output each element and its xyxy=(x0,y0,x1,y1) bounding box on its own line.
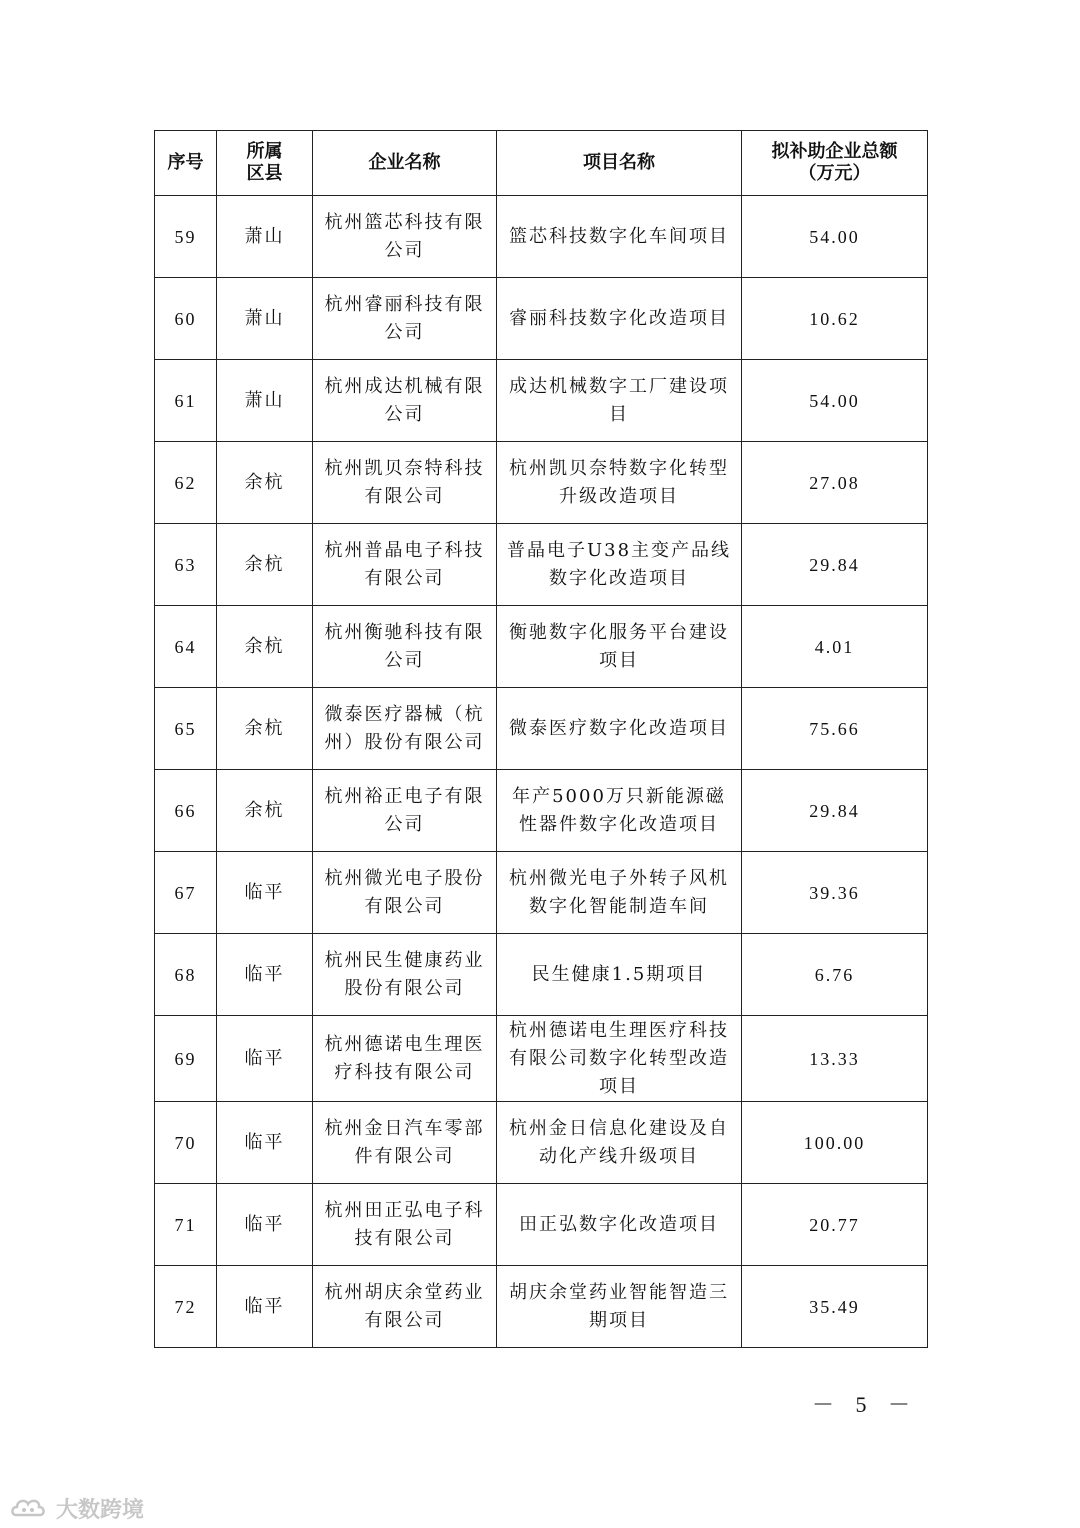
seq-cell: 61 xyxy=(155,360,217,442)
project-cell: 普晶电子U38主变产品线数字化改造项目 xyxy=(497,524,742,606)
seq-cell: 69 xyxy=(155,1016,217,1102)
project-cell: 微泰医疗数字化改造项目 xyxy=(497,688,742,770)
district-cell: 余杭 xyxy=(217,606,313,688)
company-cell: 杭州田正弘电子科技有限公司 xyxy=(313,1184,497,1266)
table-row xyxy=(155,688,928,770)
subsidy-table xyxy=(154,130,928,1348)
project-cell: 衡驰数字化服务平台建设项目 xyxy=(497,606,742,688)
header-seq: 序号 xyxy=(155,131,217,196)
amount-cell: 6.76 xyxy=(742,934,928,1016)
amount-cell: 54.00 xyxy=(742,196,928,278)
project-cell: 杭州金日信息化建设及自动化产线升级项目 xyxy=(497,1102,742,1184)
amount-cell: 35.49 xyxy=(742,1266,928,1348)
amount-cell: 4.01 xyxy=(742,606,928,688)
header-district: 所属 区县 xyxy=(217,131,313,196)
watermark-text: 大数跨境 xyxy=(56,1497,145,1523)
seq-cell: 71 xyxy=(155,1184,217,1266)
district-cell: 萧山 xyxy=(217,278,313,360)
seq-cell: 59 xyxy=(155,196,217,278)
district-cell: 临平 xyxy=(217,852,313,934)
district-cell: 临平 xyxy=(217,934,313,1016)
amount-cell: 29.84 xyxy=(742,770,928,852)
amount-cell: 29.84 xyxy=(742,524,928,606)
table-row xyxy=(155,1266,928,1348)
seq-cell: 70 xyxy=(155,1102,217,1184)
table-row xyxy=(155,1102,928,1184)
amount-cell: 27.08 xyxy=(742,442,928,524)
district-cell: 临平 xyxy=(217,1266,313,1348)
seq-cell: 68 xyxy=(155,934,217,1016)
district-cell: 余杭 xyxy=(217,524,313,606)
table-row xyxy=(155,278,928,360)
amount-cell: 54.00 xyxy=(742,360,928,442)
seq-cell: 62 xyxy=(155,442,217,524)
table-row xyxy=(155,852,928,934)
company-cell: 杭州衡驰科技有限公司 xyxy=(313,606,497,688)
cloud-logo-icon xyxy=(10,1495,50,1521)
company-cell: 微泰医疗器械（杭州）股份有限公司 xyxy=(313,688,497,770)
seq-cell: 63 xyxy=(155,524,217,606)
district-cell: 余杭 xyxy=(217,770,313,852)
table-row xyxy=(155,1016,928,1102)
company-cell: 杭州普晶电子科技有限公司 xyxy=(313,524,497,606)
district-cell: 余杭 xyxy=(217,688,313,770)
company-cell: 杭州凯贝奈特科技有限公司 xyxy=(313,442,497,524)
project-cell: 睿丽科技数字化改造项目 xyxy=(497,278,742,360)
amount-cell: 10.62 xyxy=(742,278,928,360)
project-cell: 胡庆余堂药业智能智造三期项目 xyxy=(497,1266,742,1348)
seq-cell: 60 xyxy=(155,278,217,360)
watermark xyxy=(10,1493,144,1523)
district-cell: 临平 xyxy=(217,1102,313,1184)
company-cell: 杭州微光电子股份有限公司 xyxy=(313,852,497,934)
amount-cell: 13.33 xyxy=(742,1016,928,1102)
district-cell: 临平 xyxy=(217,1184,313,1266)
amount-cell: 20.77 xyxy=(742,1184,928,1266)
project-cell: 成达机械数字工厂建设项目 xyxy=(497,360,742,442)
table-row xyxy=(155,524,928,606)
table-header-row xyxy=(155,131,928,196)
page-number: － 5 － xyxy=(811,1392,918,1417)
district-cell: 临平 xyxy=(217,1016,313,1102)
seq-cell: 66 xyxy=(155,770,217,852)
table-row xyxy=(155,934,928,1016)
table-row xyxy=(155,196,928,278)
amount-cell: 39.36 xyxy=(742,852,928,934)
table-row xyxy=(155,770,928,852)
seq-cell: 64 xyxy=(155,606,217,688)
table-row xyxy=(155,442,928,524)
project-cell: 杭州微光电子外转子风机数字化智能制造车间 xyxy=(497,852,742,934)
seq-cell: 72 xyxy=(155,1266,217,1348)
company-cell: 杭州金日汽车零部件有限公司 xyxy=(313,1102,497,1184)
company-cell: 杭州睿丽科技有限公司 xyxy=(313,278,497,360)
project-cell: 杭州凯贝奈特数字化转型升级改造项目 xyxy=(497,442,742,524)
project-cell: 杭州德诺电生理医疗科技有限公司数字化转型改造项目 xyxy=(497,1016,742,1102)
company-cell: 杭州胡庆余堂药业有限公司 xyxy=(313,1266,497,1348)
project-cell: 民生健康1.5期项目 xyxy=(497,934,742,1016)
company-cell: 杭州德诺电生理医疗科技有限公司 xyxy=(313,1016,497,1102)
seq-cell: 65 xyxy=(155,688,217,770)
table-row xyxy=(155,606,928,688)
project-cell: 篮芯科技数字化车间项目 xyxy=(497,196,742,278)
header-amount: 拟补助企业总额 （万元） xyxy=(742,131,928,196)
table-row xyxy=(155,360,928,442)
header-project: 项目名称 xyxy=(497,131,742,196)
district-cell: 余杭 xyxy=(217,442,313,524)
district-cell: 萧山 xyxy=(217,196,313,278)
project-cell: 田正弘数字化改造项目 xyxy=(497,1184,742,1266)
company-cell: 杭州成达机械有限公司 xyxy=(313,360,497,442)
amount-cell: 75.66 xyxy=(742,688,928,770)
company-cell: 杭州裕正电子有限公司 xyxy=(313,770,497,852)
project-cell: 年产5000万只新能源磁性器件数字化改造项目 xyxy=(497,770,742,852)
amount-cell: 100.00 xyxy=(742,1102,928,1184)
seq-cell: 67 xyxy=(155,852,217,934)
table-row xyxy=(155,1184,928,1266)
company-cell: 杭州篮芯科技有限公司 xyxy=(313,196,497,278)
district-cell: 萧山 xyxy=(217,360,313,442)
header-company: 企业名称 xyxy=(313,131,497,196)
company-cell: 杭州民生健康药业股份有限公司 xyxy=(313,934,497,1016)
